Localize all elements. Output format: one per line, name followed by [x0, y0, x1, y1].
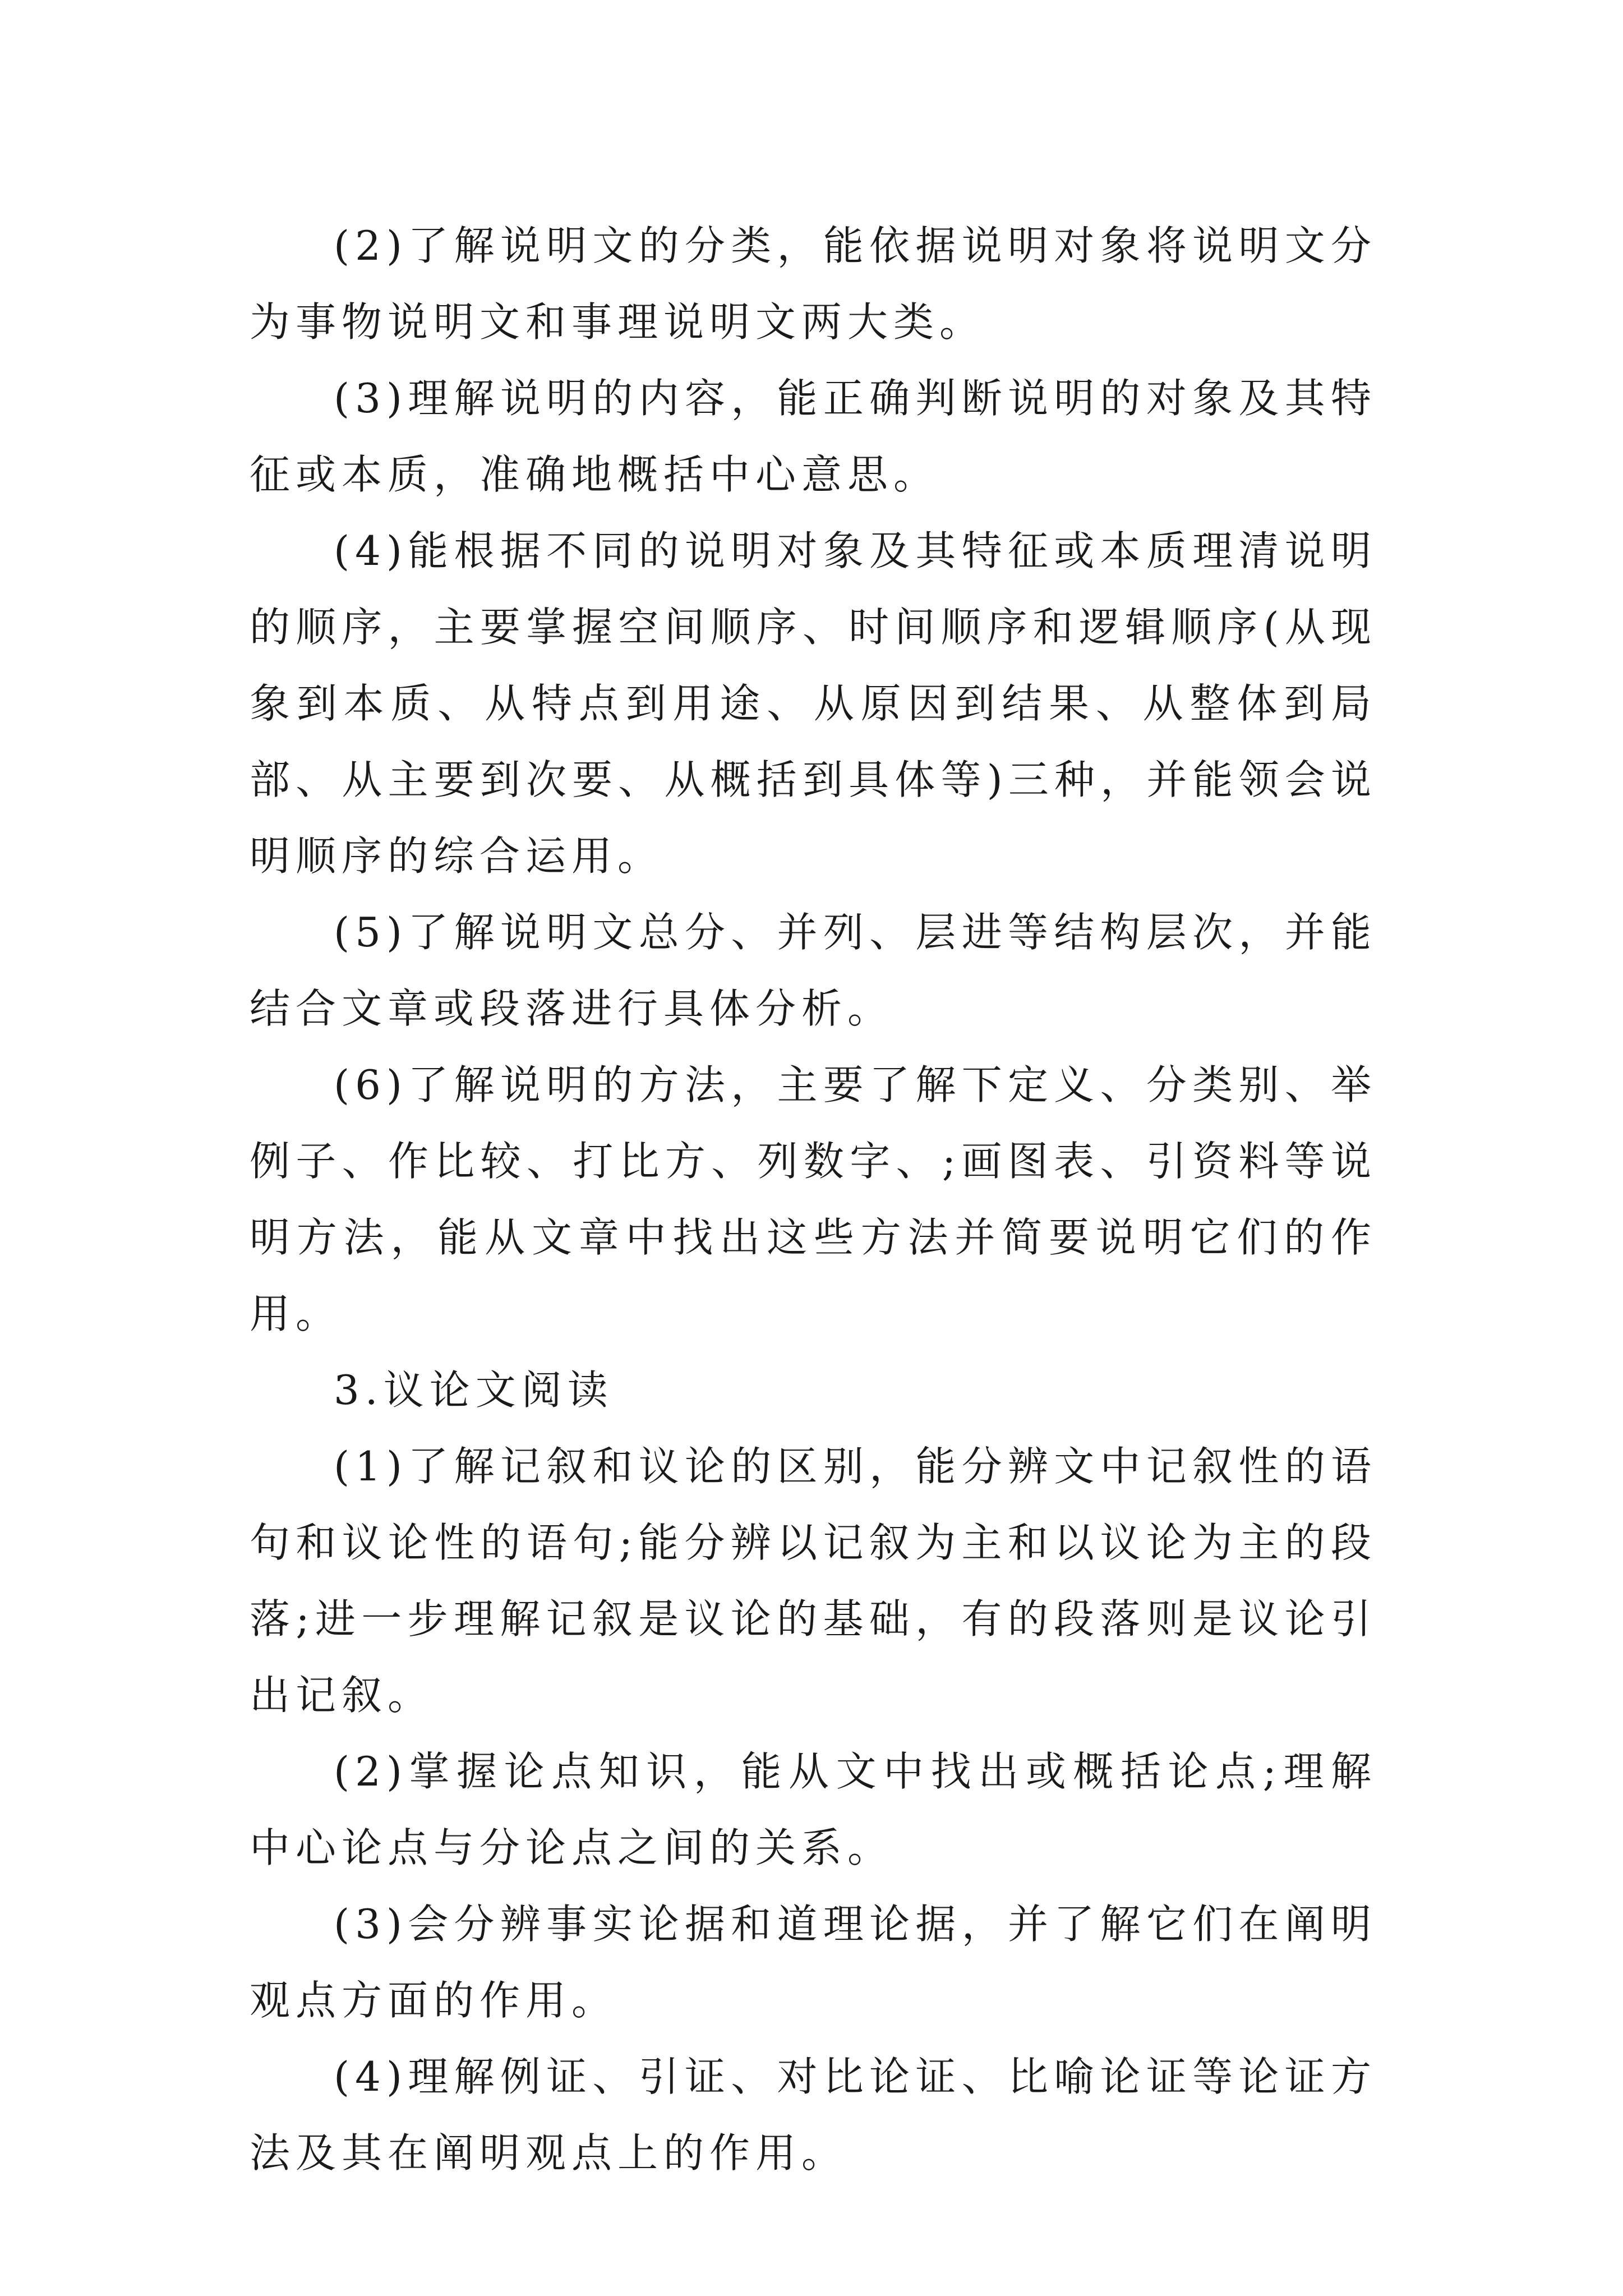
paragraph-explanatory-3: (3)理解说明的内容，能正确判断说明的对象及其特征或本质，准确地概括中心意思。: [250, 375, 1377, 498]
paragraph-argumentative-3: (3)会分辨事实论据和道理论据，并了解它们在阐明观点方面的作用。: [250, 1901, 1377, 2024]
document-body: [250, 208, 1377, 2191]
paragraph-explanatory-6: (6)了解说明的方法，主要了解下定义、分类别、举例子、作比较、打比方、列数字、;画图表、引资料等说明方法，能从文章中找出这些方法并简要说明它们的作用。: [250, 1061, 1377, 1337]
paragraph-explanatory-5: (5)了解说明文总分、并列、层进等结构层次，并能结合文章或段落进行具体分析。: [250, 909, 1377, 1032]
paragraph-explanatory-4: (4)能根据不同的说明对象及其特征或本质理清说明的顺序，主要掌握空间顺序、时间顺序和逻辑顺序(从现象到本质、从特点到用途、从原因到结果、从整体到局部、从主要到次要、从概括到具体等)三种，并能领会说明顺序的综合运用。: [250, 527, 1377, 880]
paragraph-argumentative-4: (4)理解例证、引证、对比论证、比喻论证等论证方法及其在阐明观点上的作用。: [250, 2053, 1377, 2177]
paragraph-explanatory-2: (2)了解说明文的分类，能依据说明对象将说明文分为事物说明文和事理说明文两大类。: [250, 222, 1377, 346]
section-heading-argumentative: 3.议论文阅读: [334, 1366, 614, 1414]
paragraph-argumentative-2: (2)掌握论点知识，能从文中找出或概括论点;理解中心论点与分论点之间的关系。: [250, 1748, 1377, 1871]
paragraph-argumentative-1: (1)了解记叙和议论的区别，能分辨文中记叙性的语句和议论性的语句;能分辨以记叙为主和以议论为主的段落;进一步理解记叙是议论的基础，有的段落则是议论引出记叙。: [250, 1443, 1377, 1719]
